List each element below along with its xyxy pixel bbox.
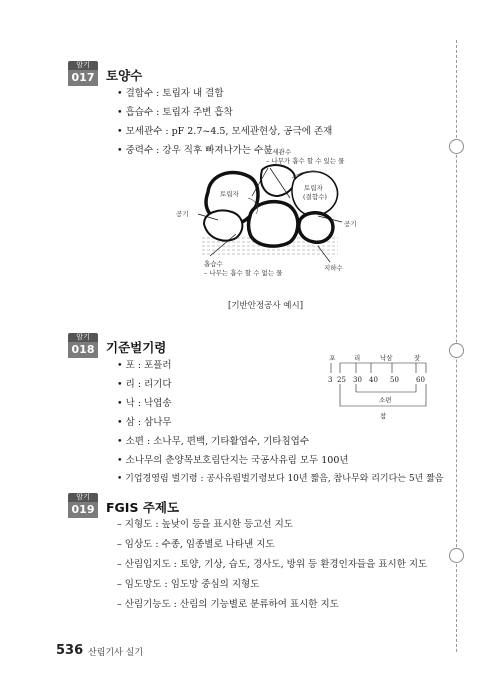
section-badge-018 [68,333,98,358]
scale-number: 3 [328,376,333,384]
scale-number: 25 [337,376,346,384]
scale-top-label: 잣 [414,354,421,362]
section-title: FGIS 주제도 [106,500,180,515]
badge-number: 019 [68,502,98,518]
fig-label-particle-bound-sub: (결합수) [303,193,327,201]
scale-bracket-inner: 소편 [379,396,392,404]
list-item: • 소편 : 소나무, 편백, 기타활엽수, 기타침엽수 [117,436,309,447]
fig-label-gravity: 지하수 [324,264,343,272]
fig-label-capillary-note: – 나무가 흡수 할 수 있는 물 [266,157,345,165]
badge-label: 암기 [68,333,98,342]
scale-number: 50 [390,376,399,384]
list-item: • 중력수 : 강우 직후 빠져나가는 수분 [117,145,273,156]
fig-label-hygro-note: – 나무는 흡수 할 수 없는 물 [204,269,283,277]
fig-label-air-left: 공기 [176,210,189,218]
list-item: • 기업경영림 벌기령 : 공사유림벌기령보다 10년 짧음, 참나무와 리기다는 5년 짧음 [117,474,444,484]
section-badge-017 [68,61,98,86]
binder-hole [449,548,464,563]
fig-label-capillary: 모세관수 [266,148,292,156]
page-number: 536 [56,643,84,658]
badge-number: 018 [68,342,98,358]
scale-top-label: 포 [329,354,336,362]
binder-hole [449,343,464,358]
list-item: • 리 : 리기다 [117,379,172,390]
fig-label-particle: 토립자 [220,190,239,198]
list-item: • 낙 : 낙엽송 [117,398,172,409]
figure-caption: [기반안정공사 예시] [228,301,304,311]
fig-label-hygro: 흡습수 [204,260,223,268]
list-item: • 소나무의 춘양목보호림단지는 국공사유림 모두 100년 [117,455,349,466]
list-item: • 흡습수 : 토립자 주변 흡착 [117,107,233,118]
scale-bracket-outer: 참 [380,412,387,420]
rotation-age-scale [316,352,436,432]
scale-top-label: 낙삼 [380,354,393,362]
binder-hole [449,139,464,154]
section-title: 토양수 [106,68,143,83]
badge-label: 암기 [68,493,98,502]
scale-number: 60 [416,376,425,384]
book-title: 산림기사 실기 [88,648,144,658]
scale-top-label: 리 [354,354,361,362]
scale-number: 40 [369,376,378,384]
list-item: • 모세관수 : pF 2.7~4.5, 모세관현상, 공극에 존재 [117,126,333,137]
section-badge-019 [68,493,98,518]
list-item: • 포 : 포플러 [117,360,172,371]
section-title: 기준벌기령 [106,340,167,355]
list-item: – 임도망도 : 임도망 중심의 지형도 [117,579,260,590]
badge-number: 017 [68,70,98,86]
soil-water-diagram [170,138,370,308]
list-item: • 삼 : 삼나무 [117,417,172,428]
fig-label-air-right: 공기 [344,220,357,228]
list-item: – 산림기능도 : 산림의 기능별로 분류하여 표시한 지도 [117,599,339,610]
list-item: – 지형도 : 높낮이 등을 표시한 등고선 지도 [117,519,293,530]
scale-number: 30 [353,376,362,384]
list-item: • 결합수 : 토립자 내 결합 [117,88,224,99]
badge-label: 암기 [68,61,98,70]
list-item: – 산림입지도 : 토양, 기상, 습도, 경사도, 방위 등 환경인자들을 표시한 지도 [117,559,428,570]
fig-label-particle-bound: 토립자 [304,184,323,192]
list-item: – 임상도 : 수종, 임종별로 나타낸 지도 [117,539,275,550]
